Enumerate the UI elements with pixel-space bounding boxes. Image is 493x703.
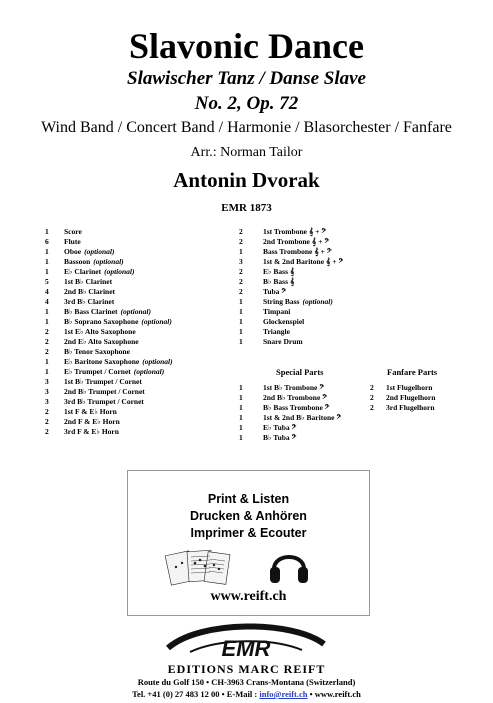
part-quantity: 2 (45, 407, 49, 416)
part-name: 2nd B♭ Trumpet / Cornet (64, 387, 145, 396)
part-name: 3rd B♭ Trumpet / Cornet (64, 397, 144, 406)
part-quantity: 1 (45, 307, 49, 316)
part-name: 1st E♭ Alto Saxophone (64, 327, 136, 336)
part-quantity: 3 (45, 397, 49, 406)
part-quantity: 3 (239, 257, 243, 266)
part-note: (optional) (120, 307, 151, 316)
part-note: (optional) (93, 257, 124, 266)
part-quantity: 2 (239, 227, 243, 236)
part-name: 3rd B♭ Clarinet (64, 297, 115, 306)
fanfare-parts-list (370, 383, 435, 413)
part-name: E♭ Bass 𝄞 (263, 267, 295, 276)
mid-part-row (239, 237, 343, 247)
part-quantity: 6 (45, 237, 49, 246)
part-quantity: 2 (370, 393, 374, 402)
fanfare-part-row (370, 403, 435, 413)
part-note: (optional) (104, 267, 135, 276)
left-part-row (45, 347, 173, 357)
catalog-number: EMR 1873 (221, 202, 272, 214)
parts-list-middle (239, 227, 343, 347)
part-quantity: 1 (239, 383, 243, 392)
left-part-row (45, 277, 173, 287)
part-name: 2nd Flugelhorn (386, 393, 436, 402)
part-quantity: 2 (45, 417, 49, 426)
part-name: Triangle (263, 327, 290, 336)
part-name: 1st B♭ Clarinet (64, 277, 113, 286)
part-name: Flute (64, 237, 81, 246)
promo-line-imprimer: Imprimer & Ecouter (190, 526, 307, 540)
part-name: 1st F & E♭ Horn (64, 407, 117, 416)
arranger: Arr.: Norman Tailor (190, 145, 303, 160)
left-part-row (45, 397, 173, 407)
part-quantity: 2 (370, 383, 374, 392)
part-name: B♭ Soprano Saxophone (64, 317, 139, 326)
left-part-row (45, 257, 173, 267)
left-part-row (45, 377, 173, 387)
promo-line-print: Print & Listen (207, 492, 290, 506)
mid-part-row (239, 327, 343, 337)
part-quantity: 2 (239, 287, 243, 296)
left-part-row (45, 417, 173, 427)
left-part-row (45, 337, 173, 347)
part-quantity: 1 (45, 317, 49, 326)
part-quantity: 5 (45, 277, 49, 286)
part-name: B♭ Bass 𝄞 (263, 277, 295, 286)
mid-part-row (239, 277, 343, 287)
part-quantity: 2 (45, 347, 49, 356)
print-listen-box[interactable] (127, 470, 370, 616)
part-note: (optional) (141, 317, 172, 326)
part-quantity: 1 (45, 227, 49, 236)
special-part-row (239, 393, 341, 403)
part-note: (optional) (84, 247, 115, 256)
part-name: String Bass (263, 297, 300, 306)
mid-part-row (239, 227, 343, 237)
mid-part-row (239, 337, 343, 347)
part-name: E♭ Trumpet / Cornet (64, 367, 131, 376)
part-name: Bassoon (64, 257, 91, 266)
mid-part-row (239, 247, 343, 257)
part-name: B♭ Tenor Saxophone (64, 347, 130, 356)
publisher-address: Route du Golf 150 • CH-3963 Crans-Montana (Switzerland) (137, 677, 356, 687)
part-quantity: 2 (239, 267, 243, 276)
part-quantity: 3 (45, 377, 49, 386)
email-link[interactable]: info@reift.ch (259, 689, 308, 699)
part-quantity: 2 (239, 277, 243, 286)
special-part-row (239, 433, 341, 443)
emr-logo (160, 618, 332, 662)
left-part-row (45, 267, 173, 277)
part-quantity: 1 (45, 247, 49, 256)
part-name: 1st Flugelhorn (386, 383, 433, 392)
part-name: 2nd F & E♭ Horn (64, 417, 120, 426)
headphones-icon (268, 543, 310, 587)
part-name: 2nd Trombone 𝄞 + 𝄢 (263, 237, 330, 246)
composer: Antonin Dvorak (173, 168, 320, 192)
part-name: Tuba 𝄢 (263, 287, 287, 296)
part-name: 3rd F & E♭ Horn (64, 427, 119, 436)
left-part-row (45, 237, 173, 247)
left-part-row (45, 367, 173, 377)
sheet-music-icon (164, 547, 234, 587)
part-quantity: 1 (239, 317, 243, 326)
part-quantity: 2 (239, 237, 243, 246)
part-name: 2nd B♭ Clarinet (64, 287, 116, 296)
fanfare-part-row (370, 393, 435, 403)
part-quantity: 2 (45, 327, 49, 336)
part-quantity: 2 (370, 403, 374, 412)
promo-url-link[interactable]: www.reift.ch (210, 589, 287, 604)
special-parts-list (239, 383, 341, 443)
part-quantity: 1 (239, 327, 243, 336)
publisher-contact (0, 689, 493, 699)
part-name: E♭ Clarinet (64, 267, 102, 276)
left-part-row (45, 297, 173, 307)
part-name: 3rd Flugelhorn (386, 403, 435, 412)
mid-part-row (239, 297, 343, 307)
part-name: Score (64, 227, 82, 236)
left-part-row (45, 227, 173, 237)
part-quantity: 1 (239, 413, 243, 422)
part-quantity: 1 (239, 307, 243, 316)
part-name: 2nd B♭ Trombone 𝄢 (263, 393, 328, 402)
opus-number: No. 2, Op. 72 (194, 93, 299, 114)
contact-prefix: Tel. +41 (0) 27 483 12 00 • E-Mail : (132, 689, 260, 699)
part-name: 1st & 2nd Baritone 𝄞 + 𝄢 (263, 257, 344, 266)
left-part-row (45, 407, 173, 417)
contact-suffix: • www.reift.ch (307, 689, 361, 699)
part-name: 1st B♭ Trumpet / Cornet (64, 377, 142, 386)
part-quantity: 1 (45, 357, 49, 366)
part-name: Oboe (64, 247, 82, 256)
mid-part-row (239, 267, 343, 277)
publisher-name: EDITIONS MARC REIFT (167, 662, 326, 676)
part-name: 2nd E♭ Alto Saxophone (64, 337, 139, 346)
part-name: 1st & 2nd B♭ Baritone 𝄢 (263, 413, 342, 422)
special-part-row (239, 413, 341, 423)
left-part-row (45, 357, 173, 367)
left-part-row (45, 387, 173, 397)
part-quantity: 2 (45, 337, 49, 346)
mid-part-row (239, 287, 343, 297)
left-part-row (45, 307, 173, 317)
part-quantity: 4 (45, 287, 49, 296)
part-name: Glockenspiel (263, 317, 305, 326)
part-name: B♭ Bass Clarinet (64, 307, 118, 316)
part-quantity: 1 (239, 403, 243, 412)
ensemble-list: Wind Band / Concert Band / Harmonie / Blasorchester / Fanfare (41, 119, 452, 136)
part-name: Snare Drum (263, 337, 303, 346)
part-note: (optional) (142, 357, 173, 366)
logo-text: EMR (221, 636, 271, 661)
special-part-row (239, 403, 341, 413)
part-name: 1st Trombone 𝄞 + 𝄢 (263, 227, 327, 236)
part-name: B♭ Bass Trombone 𝄢 (263, 403, 330, 412)
mid-part-row (239, 307, 343, 317)
part-quantity: 1 (239, 393, 243, 402)
left-part-row (45, 287, 173, 297)
part-name: Bass Trombone 𝄞 + 𝄢 (263, 247, 332, 256)
part-name: E♭ Baritone Saxophone (64, 357, 140, 366)
part-quantity: 1 (45, 367, 49, 376)
part-quantity: 1 (239, 247, 243, 256)
part-quantity: 1 (45, 257, 49, 266)
part-quantity: 1 (239, 423, 243, 432)
left-part-row (45, 327, 173, 337)
part-note: (optional) (302, 297, 333, 306)
subtitle: Slawischer Tanz / Danse Slave (127, 68, 366, 89)
special-part-row (239, 383, 341, 393)
promo-line-drucken: Drucken & Anhören (190, 509, 307, 523)
left-part-row (45, 427, 173, 437)
part-quantity: 4 (45, 297, 49, 306)
part-quantity: 1 (45, 267, 49, 276)
left-part-row (45, 317, 173, 327)
part-quantity: 3 (45, 387, 49, 396)
left-part-row (45, 247, 173, 257)
mid-part-row (239, 257, 343, 267)
part-name: B♭ Tuba 𝄢 (263, 433, 297, 442)
parts-list-left (45, 227, 173, 437)
fanfare-part-row (370, 383, 435, 393)
mid-part-row (239, 317, 343, 327)
part-name: Timpani (263, 307, 291, 316)
part-quantity: 1 (239, 337, 243, 346)
special-parts-heading: Special Parts (276, 367, 324, 377)
page-title: Slavonic Dance (128, 26, 364, 66)
part-quantity: 2 (45, 427, 49, 436)
part-note: (optional) (133, 367, 165, 376)
special-part-row (239, 423, 341, 433)
part-quantity: 1 (239, 297, 243, 306)
fanfare-parts-heading: Fanfare Parts (387, 367, 438, 377)
part-name: E♭ Tuba 𝄢 (263, 423, 297, 432)
part-quantity: 1 (239, 433, 243, 442)
part-name: 1st B♭ Trombone 𝄢 (263, 383, 325, 392)
